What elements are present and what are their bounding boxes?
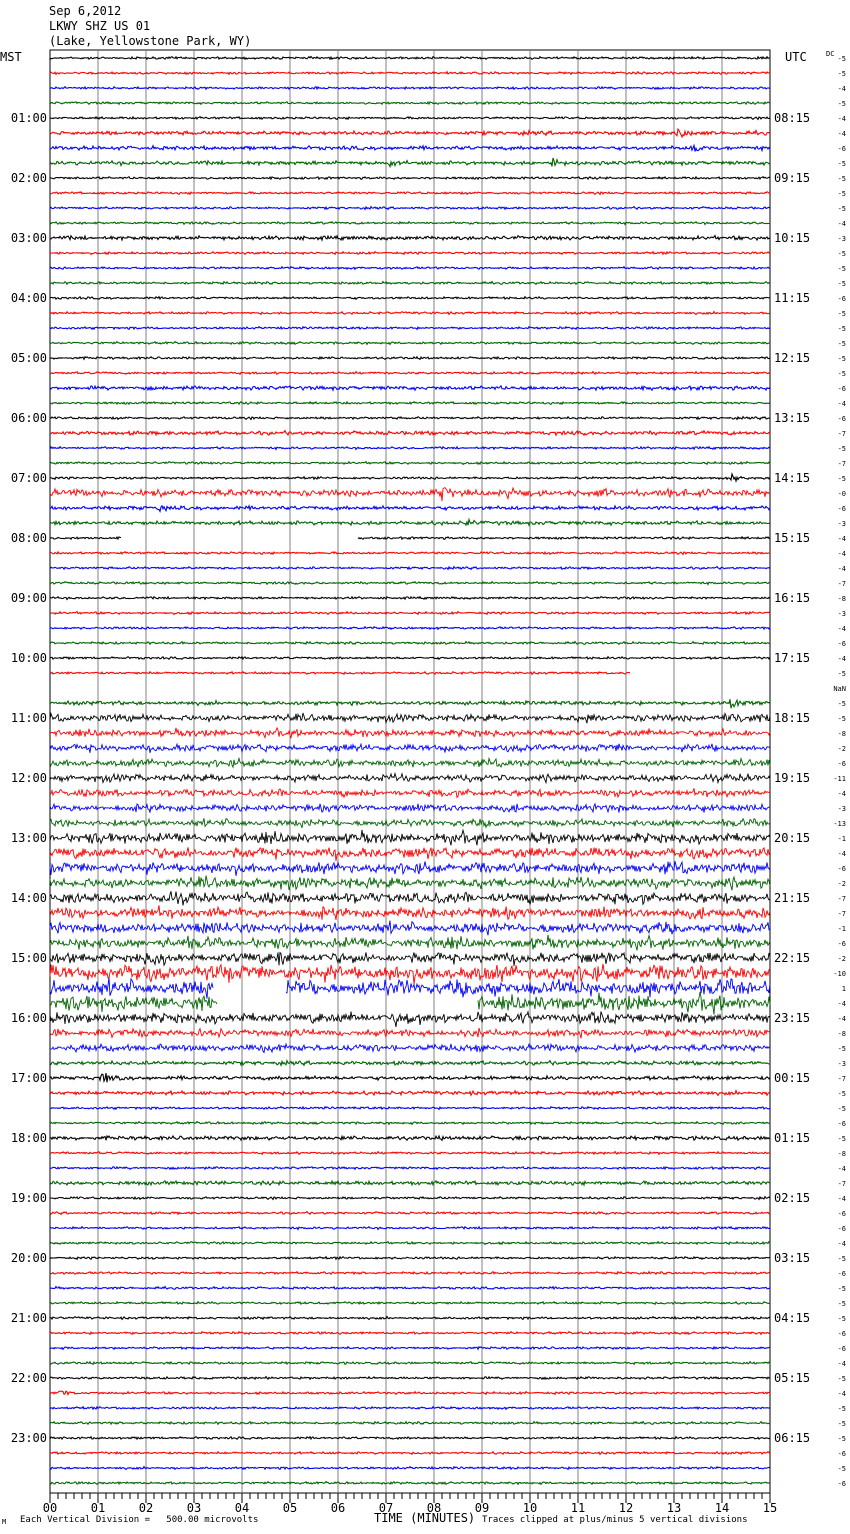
trace-62 xyxy=(50,964,770,984)
trace-20 xyxy=(50,342,770,345)
trace-21 xyxy=(50,357,770,360)
trace-80 xyxy=(50,1242,770,1245)
trace-94 xyxy=(50,1452,770,1455)
left-hour-label: 13:00 xyxy=(10,831,47,845)
trace-offset-label: -5 xyxy=(837,1435,846,1443)
trace-68 xyxy=(50,1061,770,1066)
trace-offset-label: -2 xyxy=(837,745,846,753)
trace-54 xyxy=(50,847,770,861)
trace-70 xyxy=(50,1091,770,1096)
left-hour-label: 09:00 xyxy=(10,591,47,605)
trace-offset-label: -4 xyxy=(837,1195,846,1203)
clip-note: Traces clipped at plus/minus 5 vertical divisions xyxy=(482,1515,748,1525)
trace-33 xyxy=(50,537,770,540)
trace-72 xyxy=(50,1122,770,1125)
trace-92 xyxy=(50,1422,770,1425)
trace-offset-label: -6 xyxy=(837,385,846,393)
trace-offset-label: -6 xyxy=(837,760,846,768)
trace-offset-label: -4 xyxy=(837,1360,846,1368)
trace-50 xyxy=(50,788,770,797)
trace-26 xyxy=(50,431,770,436)
trace-offset-label: -3 xyxy=(837,610,846,618)
left-hour-label: 22:00 xyxy=(10,1371,47,1385)
right-hour-label: 21:15 xyxy=(774,891,811,905)
right-hour-label: 23:15 xyxy=(774,1011,811,1025)
trace-offset-label: -7 xyxy=(837,1075,846,1083)
x-tick-label: 12 xyxy=(618,1501,634,1515)
trace-64 xyxy=(50,992,770,1015)
trace-2 xyxy=(50,72,770,75)
trace-25 xyxy=(50,417,770,420)
trace-offset-label: -0 xyxy=(837,490,846,498)
trace-74 xyxy=(50,1152,770,1155)
trace-offset-label: -7 xyxy=(837,430,846,438)
trace-offset-label: -4 xyxy=(837,535,846,543)
trace-offset-label: -7 xyxy=(837,580,846,588)
trace-offset-label: -6 xyxy=(837,640,846,648)
trace-60 xyxy=(50,935,770,951)
trace-offset-label: -5 xyxy=(837,1300,846,1308)
left-hour-label: 03:00 xyxy=(10,231,47,245)
x-tick-label: 06 xyxy=(330,1501,346,1515)
left-hour-label: 12:00 xyxy=(10,771,47,785)
trace-3 xyxy=(50,87,770,90)
trace-15 xyxy=(50,267,770,270)
trace-offset-label: -5 xyxy=(837,1285,846,1293)
left-hour-label: 16:00 xyxy=(10,1011,47,1025)
right-hour-label: 12:15 xyxy=(774,351,811,365)
left-hour-label: 05:00 xyxy=(10,351,47,365)
trace-82 xyxy=(50,1272,770,1275)
trace-87 xyxy=(50,1347,770,1350)
trace-offset-label: -5 xyxy=(837,715,846,723)
x-tick-label: 13 xyxy=(666,1501,682,1515)
trace-38 xyxy=(50,612,770,615)
chart-station: LKWY SHZ US 01 xyxy=(49,19,151,33)
trace-16 xyxy=(50,282,770,285)
left-hour-label: 07:00 xyxy=(10,471,47,485)
trace-offset-label: -5 xyxy=(837,175,846,183)
trace-offset-label: -7 xyxy=(837,895,846,903)
trace-56 xyxy=(50,876,770,891)
trace-67 xyxy=(50,1044,770,1053)
trace-offset-label: -5 xyxy=(837,265,846,273)
trace-offset-label: -1 xyxy=(837,835,846,843)
right-hour-label: 14:15 xyxy=(774,471,811,485)
left-hour-label: 14:00 xyxy=(10,891,47,905)
trace-offset-label: -5 xyxy=(837,700,846,708)
right-hour-label: 15:15 xyxy=(774,531,811,545)
trace-45 xyxy=(50,713,770,723)
trace-4 xyxy=(50,102,770,105)
trace-96 xyxy=(50,1482,770,1485)
trace-offset-label: -5 xyxy=(837,1465,846,1473)
trace-offset-label: -6 xyxy=(837,1345,846,1353)
x-tick-label: 00 xyxy=(42,1501,58,1515)
trace-offset-label: -1 xyxy=(837,925,846,933)
trace-offset-label: -4 xyxy=(837,550,846,558)
right-hour-label: 01:15 xyxy=(774,1131,811,1145)
trace-offset-label: -5 xyxy=(837,340,846,348)
trace-7 xyxy=(50,145,770,151)
trace-41 xyxy=(50,657,770,660)
trace-61 xyxy=(50,952,770,966)
trace-30 xyxy=(50,488,770,501)
trace-offset-label: -5 xyxy=(837,205,846,213)
right-hour-label: 11:15 xyxy=(774,291,811,305)
trace-8 xyxy=(50,158,770,167)
trace-77 xyxy=(50,1197,770,1200)
left-hour-label: 01:00 xyxy=(10,111,47,125)
trace-offset-label: -4 xyxy=(837,85,846,93)
trace-53 xyxy=(50,830,770,845)
trace-37 xyxy=(50,597,770,600)
trace-offset-label: -2 xyxy=(837,880,846,888)
left-timezone-label: MST xyxy=(0,50,22,64)
right-hour-label: 17:15 xyxy=(774,651,811,665)
x-tick-label: 01 xyxy=(90,1501,106,1515)
right-hour-label: 20:15 xyxy=(774,831,811,845)
trace-86 xyxy=(50,1332,770,1335)
chart-date: Sep 6,2012 xyxy=(49,4,122,18)
left-hour-label: 02:00 xyxy=(10,171,47,185)
trace-44 xyxy=(50,699,770,708)
trace-13 xyxy=(50,236,770,241)
trace-offset-label: -4 xyxy=(837,400,846,408)
trace-offset-label: -5 xyxy=(837,355,846,363)
trace-offset-label: -6 xyxy=(837,1225,846,1233)
left-hour-label: 20:00 xyxy=(10,1251,47,1265)
trace-offset-label: -4 xyxy=(837,1015,846,1023)
trace-78 xyxy=(50,1212,770,1215)
trace-offset-label: -10 xyxy=(833,970,846,978)
trace-23 xyxy=(50,386,770,390)
trace-offset-label: -5 xyxy=(837,70,846,78)
x-tick-label: 07 xyxy=(378,1501,394,1515)
trace-offset-label: -4 xyxy=(837,1000,846,1008)
trace-offset-label: -6 xyxy=(837,505,846,513)
trace-offset-label: -5 xyxy=(837,160,846,168)
trace-52 xyxy=(50,818,770,828)
trace-93 xyxy=(50,1437,770,1440)
right-hour-label: 00:15 xyxy=(774,1071,811,1085)
trace-47 xyxy=(50,744,770,753)
trace-9 xyxy=(50,177,770,180)
left-hour-label: 19:00 xyxy=(10,1191,47,1205)
trace-offset-label: -5 xyxy=(837,1090,846,1098)
right-hour-label: 02:15 xyxy=(774,1191,811,1205)
trace-35 xyxy=(50,567,770,570)
x-axis-title: TIME (MINUTES) xyxy=(374,1511,476,1525)
trace-offset-label: -5 xyxy=(837,55,846,63)
x-tick-label: 08 xyxy=(426,1501,442,1515)
left-hour-label: 21:00 xyxy=(10,1311,47,1325)
trace-offset-label: -3 xyxy=(837,520,846,528)
trace-offset-label: -6 xyxy=(837,1330,846,1338)
trace-offset-label: -5 xyxy=(837,1135,846,1143)
trace-offset-label: -5 xyxy=(837,475,846,483)
trace-offset-label: -13 xyxy=(833,820,846,828)
trace-offset-label: -6 xyxy=(837,940,846,948)
trace-88 xyxy=(50,1362,770,1365)
trace-offset-label: -8 xyxy=(837,730,846,738)
trace-offset-label: -4 xyxy=(837,790,846,798)
trace-34 xyxy=(50,552,770,555)
trace-28 xyxy=(50,462,770,465)
trace-75 xyxy=(50,1167,770,1170)
trace-offset-label: -4 xyxy=(837,850,846,858)
trace-offset-label: -6 xyxy=(837,1120,846,1128)
right-hour-label: 08:15 xyxy=(774,111,811,125)
trace-offset-label: -5 xyxy=(837,670,846,678)
trace-offset-label: -6 xyxy=(837,295,846,303)
trace-57 xyxy=(50,891,770,905)
trace-offset-label: -5 xyxy=(837,325,846,333)
right-hour-label: 10:15 xyxy=(774,231,811,245)
trace-offset-label: -5 xyxy=(837,445,846,453)
left-hour-label: 15:00 xyxy=(10,951,47,965)
trace-90 xyxy=(50,1391,770,1394)
trace-71 xyxy=(50,1107,770,1110)
trace-24 xyxy=(50,402,770,405)
trace-offset-label: 1 xyxy=(841,985,846,993)
trace-79 xyxy=(50,1227,770,1230)
trace-36 xyxy=(50,582,770,585)
x-tick-label: 11 xyxy=(570,1501,586,1515)
trace-offset-label: -3 xyxy=(837,235,846,243)
chart-location: (Lake, Yellowstone Park, WY) xyxy=(49,34,252,48)
trace-offset-label: NaN xyxy=(833,685,846,693)
x-tick-label: 05 xyxy=(282,1501,298,1515)
trace-offset-label: -4 xyxy=(837,655,846,663)
plot-frame xyxy=(50,50,770,1493)
left-hour-label: 23:00 xyxy=(10,1431,47,1445)
trace-offset-label: -6 xyxy=(837,1450,846,1458)
left-hour-label: 11:00 xyxy=(10,711,47,725)
right-hour-label: 19:15 xyxy=(774,771,811,785)
x-tick-label: 15 xyxy=(762,1501,778,1515)
trace-offset-label: -8 xyxy=(837,1150,846,1158)
trace-18 xyxy=(50,312,770,315)
trace-40 xyxy=(50,642,770,645)
trace-32 xyxy=(50,520,770,526)
trace-offset-label: -5 xyxy=(837,1105,846,1113)
trace-65 xyxy=(50,1012,770,1027)
trace-offset-label: -4 xyxy=(837,220,846,228)
trace-offset-label: -4 xyxy=(837,1165,846,1173)
trace-73 xyxy=(50,1136,770,1140)
trace-offset-label: -5 xyxy=(837,280,846,288)
x-tick-label: 10 xyxy=(522,1501,538,1515)
left-hour-label: 10:00 xyxy=(10,651,47,665)
trace-55 xyxy=(50,861,770,876)
trace-offset-label: -5 xyxy=(837,1405,846,1413)
trace-offset-label: -7 xyxy=(837,910,846,918)
trace-42 xyxy=(50,672,630,675)
trace-59 xyxy=(50,921,770,936)
trace-22 xyxy=(50,372,770,375)
trace-offset-label: -5 xyxy=(837,190,846,198)
trace-84 xyxy=(50,1302,770,1305)
trace-11 xyxy=(50,207,770,210)
trace-offset-label: -6 xyxy=(837,865,846,873)
right-hour-label: 06:15 xyxy=(774,1431,811,1445)
trace-offset-label: -4 xyxy=(837,115,846,123)
right-hour-label: 22:15 xyxy=(774,951,811,965)
left-hour-label: 17:00 xyxy=(10,1071,47,1085)
x-tick-label: 09 xyxy=(474,1501,490,1515)
trace-19 xyxy=(50,327,770,330)
trace-27 xyxy=(50,447,770,450)
trace-58 xyxy=(50,905,770,920)
trace-49 xyxy=(50,774,770,783)
trace-12 xyxy=(50,222,770,225)
trace-offset-label: -4 xyxy=(837,1240,846,1248)
trace-95 xyxy=(50,1467,770,1470)
right-hour-label: 09:15 xyxy=(774,171,811,185)
right-hour-label: 13:15 xyxy=(774,411,811,425)
trace-offset-label: -4 xyxy=(837,625,846,633)
left-hour-label: 04:00 xyxy=(10,291,47,305)
trace-offset-label: -11 xyxy=(833,775,846,783)
trace-offset-label: -4 xyxy=(837,130,846,138)
trace-29 xyxy=(50,474,770,481)
trace-5 xyxy=(50,117,770,120)
trace-63 xyxy=(50,977,770,998)
right-hour-label: 18:15 xyxy=(774,711,811,725)
trace-76 xyxy=(50,1181,770,1185)
trace-39 xyxy=(50,627,770,630)
left-hour-label: 08:00 xyxy=(10,531,47,545)
right-hour-label: 03:15 xyxy=(774,1251,811,1265)
trace-31 xyxy=(50,506,770,512)
trace-offset-label: -2 xyxy=(837,955,846,963)
scale-note: Each Vertical Division = 500.00 microvolts xyxy=(20,1515,259,1525)
trace-offset-label: -6 xyxy=(837,1210,846,1218)
trace-offset-label: -8 xyxy=(837,595,846,603)
x-tick-label: 02 xyxy=(138,1501,154,1515)
trace-1 xyxy=(50,57,770,60)
trace-offset-label: -7 xyxy=(837,460,846,468)
trace-offset-label: -5 xyxy=(837,1420,846,1428)
trace-offset-label: -3 xyxy=(837,805,846,813)
trace-offset-label: -5 xyxy=(837,100,846,108)
trace-51 xyxy=(50,804,770,813)
trace-10 xyxy=(50,192,770,195)
right-hour-label: 16:15 xyxy=(774,591,811,605)
dc-label: DC xyxy=(826,50,835,58)
trace-offset-label: -4 xyxy=(837,565,846,573)
right-timezone-label: UTC xyxy=(785,50,807,64)
trace-offset-label: -3 xyxy=(837,1060,846,1068)
trace-offset-label: -5 xyxy=(837,1255,846,1263)
trace-83 xyxy=(50,1287,770,1290)
corner-mark: M xyxy=(2,1518,7,1526)
trace-offset-label: -5 xyxy=(837,310,846,318)
x-tick-label: 14 xyxy=(714,1501,730,1515)
trace-offset-label: -6 xyxy=(837,1270,846,1278)
right-hour-label: 05:15 xyxy=(774,1371,811,1385)
trace-offset-label: -5 xyxy=(837,250,846,258)
trace-81 xyxy=(50,1257,770,1260)
x-tick-label: 03 xyxy=(186,1501,202,1515)
trace-offset-label: -6 xyxy=(837,145,846,153)
trace-offset-label: -6 xyxy=(837,1480,846,1488)
trace-48 xyxy=(50,758,770,768)
left-hour-label: 18:00 xyxy=(10,1131,47,1145)
trace-offset-label: -6 xyxy=(837,415,846,423)
trace-6 xyxy=(50,129,770,137)
right-hour-label: 04:15 xyxy=(774,1311,811,1325)
trace-85 xyxy=(50,1317,770,1320)
trace-offset-label: -5 xyxy=(837,1315,846,1323)
trace-offset-label: -5 xyxy=(837,1375,846,1383)
trace-offset-label: -4 xyxy=(837,1390,846,1398)
trace-14 xyxy=(50,252,770,255)
trace-17 xyxy=(50,297,770,300)
trace-offset-label: -8 xyxy=(837,1030,846,1038)
left-hour-label: 06:00 xyxy=(10,411,47,425)
trace-46 xyxy=(50,728,770,738)
trace-offset-label: -5 xyxy=(837,370,846,378)
x-tick-label: 04 xyxy=(234,1501,250,1515)
trace-69 xyxy=(50,1073,770,1082)
trace-offset-label: -7 xyxy=(837,1180,846,1188)
trace-89 xyxy=(50,1377,770,1380)
trace-66 xyxy=(50,1028,770,1038)
trace-91 xyxy=(50,1407,770,1410)
trace-offset-label: -5 xyxy=(837,1045,846,1053)
